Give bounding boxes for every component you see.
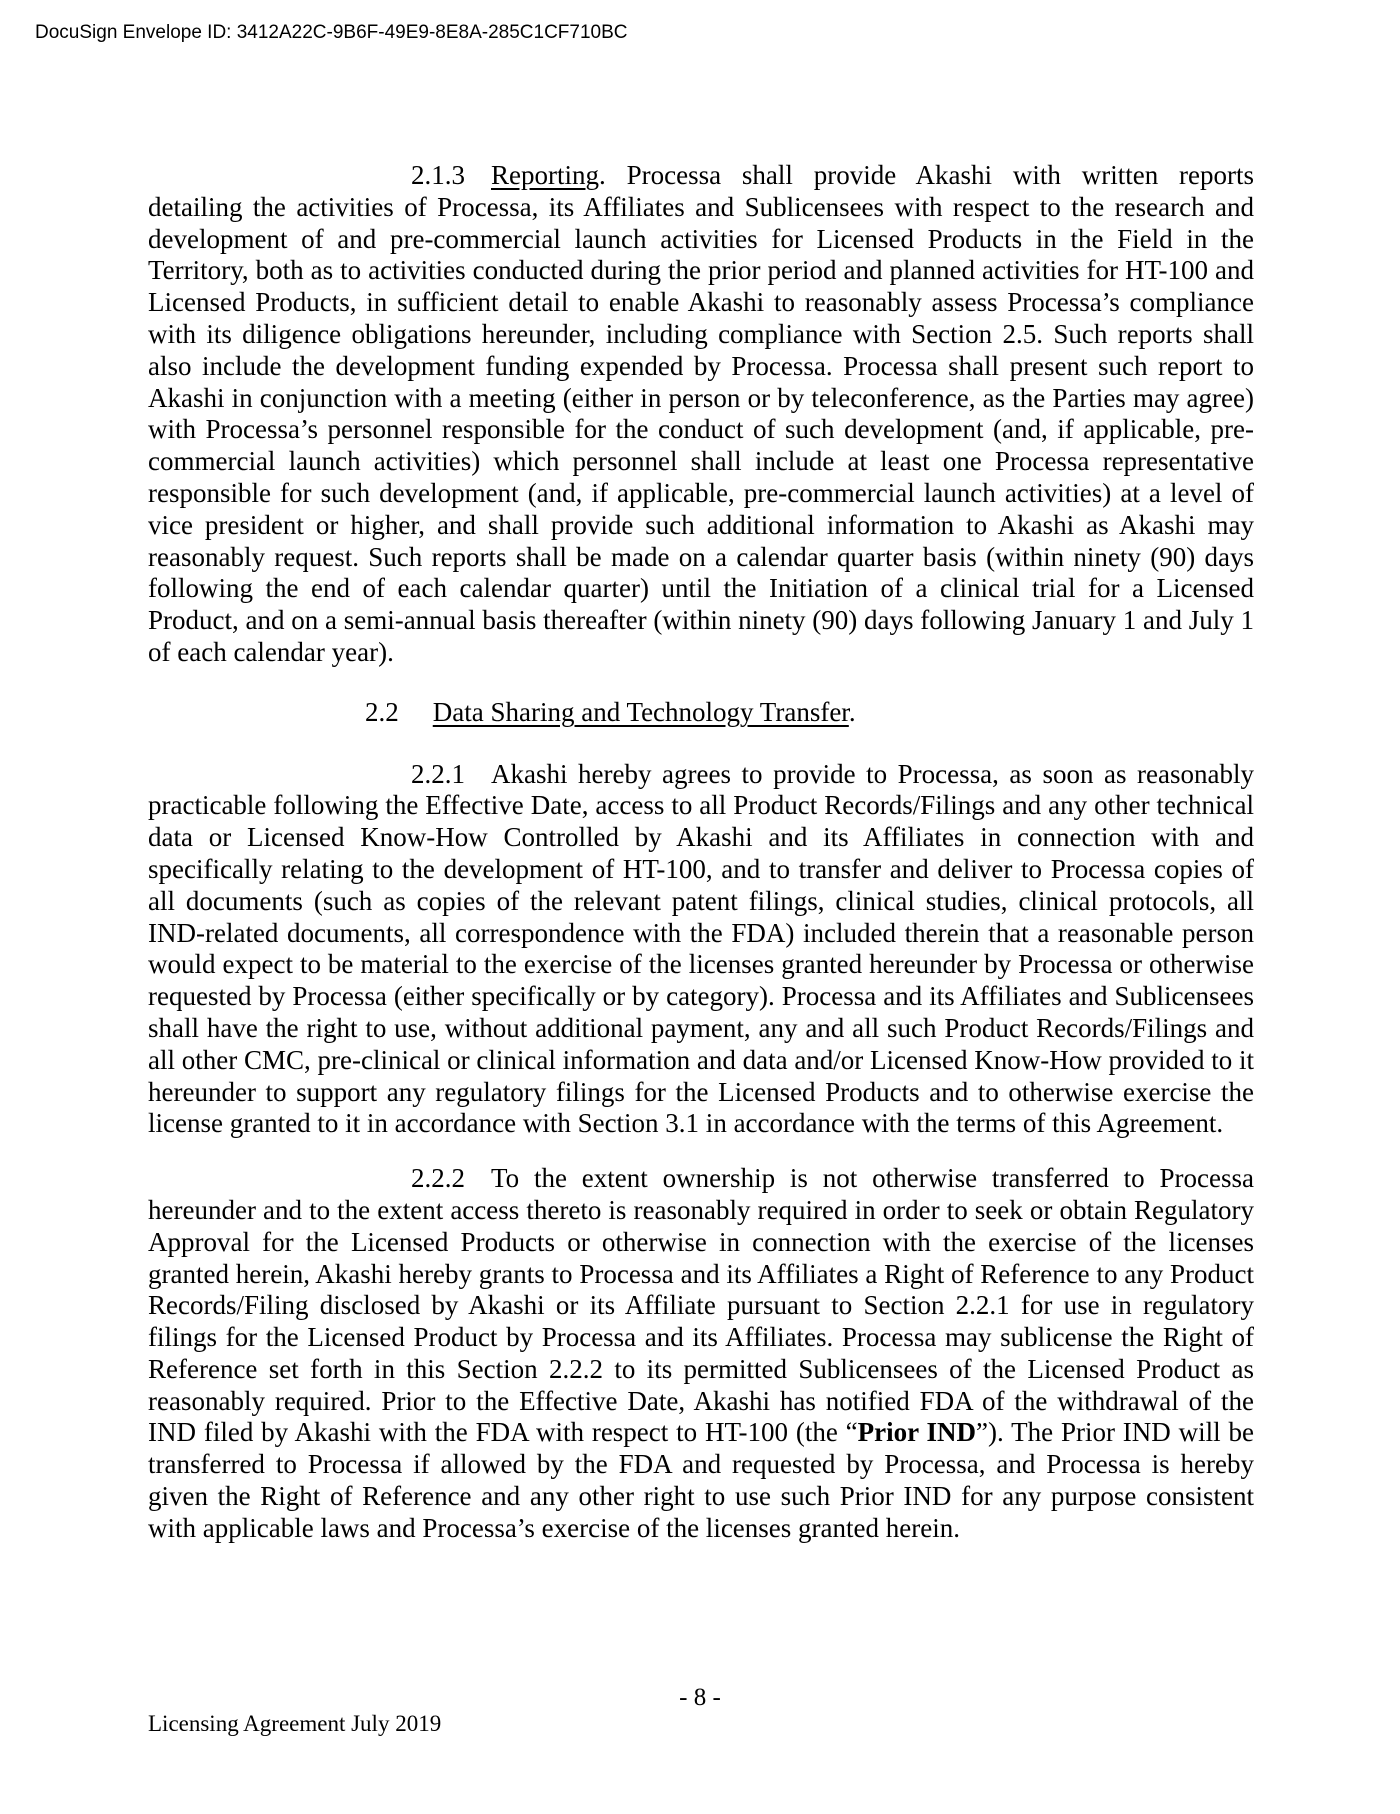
section-heading-data-sharing: Data Sharing and Technology Transfer xyxy=(432,696,849,727)
section-2-1-3-paragraph xyxy=(148,160,1254,669)
section-body-text: Akashi hereby agrees to provide to Processa, as soon as reasonably practicable following the Effective Date, access to all Product Records/Filings and any other technical data or Licensed Know-How Controlled by Akashi and its Affiliates in connection with and specifically relating to the development of HT-100, and to transfer and deliver to Processa copies of all documents (such as copies of the relevant patent filings, clinical studies, clinical protocols, all IND-related documents, all correspondence with the FDA) included therein that a reasonable person would expect to be material to the exercise of the licenses granted hereunder by Processa or otherwise requested by Processa (either specifically or by category). Processa and its Affiliates and Sublicensees shall have the right to use, without additional payment, any and all such Product Records/Filings and all other CMC, pre-clinical or clinical information and data and/or Licensed Know-How provided to it hereunder to support any regulatory filings for the Licensed Products and to otherwise exercise the license granted to it in accordance with Section 3.1 in accordance with the terms of this Agreement. xyxy=(148,758,1254,1139)
section-number: 2.2.1 xyxy=(411,758,465,789)
section-2-2-1-paragraph xyxy=(148,759,1254,1141)
section-body-text: Processa shall provide Akashi with written reports detailing the activities of Processa, its Affiliates and Sublicensees with respect to the research and development of and pre-commercial launch activities for Licensed Products in the Field in the Territory, both as to activities conducted during the prior period and planned activities for HT-100 and Licensed Products, in sufficient detail to enable Akashi to reasonably assess Processa’s compliance with its diligence obligations hereunder, including compliance with Section 2.5. Such reports shall also include the development funding expended by Processa. Processa shall present such report to Akashi in conjunction with a meeting (either in person or by teleconference, as the Parties may agree) with Processa’s personnel responsible for the conduct of such development (and, if applicable, pre-commercial launch activities) which personnel shall include at least one Processa representative responsible for such development (and, if applicable, pre-commercial launch activities) at a level of vice president or higher, and shall provide such additional information to Akashi as Akashi may reasonably request. Such reports shall be made on a calendar quarter basis (within ninety (90) days following the end of each calendar quarter) until the Initiation of a clinical trial for a Licensed Product, and on a semi-annual basis thereafter (within ninety (90) days following January 1 and July 1 of each calendar year). xyxy=(148,160,1255,667)
heading-period: . xyxy=(848,696,856,727)
section-body-text-part: ”). The Prior IND will be transferred to Processa if allowed by the FDA and requested by Processa, and Processa is hereby given the Right of Reference and any other right to use such Prior IND for any purpose consistent with applicable laws and Processa’s exercise of the licenses granted herein. xyxy=(148,1417,1254,1543)
section-body-text-part: To the extent ownership is not otherwise transferred to Processa hereunder and to the extent access thereto is reasonably required in order to seek or obtain Regulatory Approval for the Licensed Products or otherwise in connection with the exercise of the licenses granted herein, Akashi hereby grants to Processa and its Affiliates a Right of Reference to any Product Records/Filing disclosed by Akashi or its Affiliate pursuant to Section 2.2.1 for use in regulatory filings for the Licensed Product by Processa and its Affiliates. Processa may sublicense the Right of Reference set forth in this Section 2.2.2 to its permitted Sublicensees of the Licensed Product as reasonably required. Prior to the Effective Date, Akashi has notified FDA of the withdrawal of the IND filed by Akashi with the FDA with respect to HT-100 (the “ xyxy=(148,1163,1254,1448)
page-number: - 8 - xyxy=(679,1684,721,1711)
section-number: 2.2 xyxy=(365,696,399,727)
footer-document-label: Licensing Agreement July 2019 xyxy=(148,1711,442,1736)
section-heading-reporting: Reporting xyxy=(491,160,599,190)
defined-term-prior-ind: Prior IND xyxy=(857,1417,977,1448)
document-body xyxy=(148,160,1254,1545)
docusign-envelope-id: DocuSign Envelope ID: 3412A22C-9B6F-49E9-8E8A-285C1CF710BC xyxy=(35,22,628,43)
heading-period: . xyxy=(599,160,606,190)
section-2-2-2-paragraph xyxy=(148,1163,1254,1545)
section-number: 2.1.3 xyxy=(411,160,465,190)
section-number: 2.2.2 xyxy=(411,1163,465,1194)
section-2-2-heading xyxy=(148,697,1254,729)
